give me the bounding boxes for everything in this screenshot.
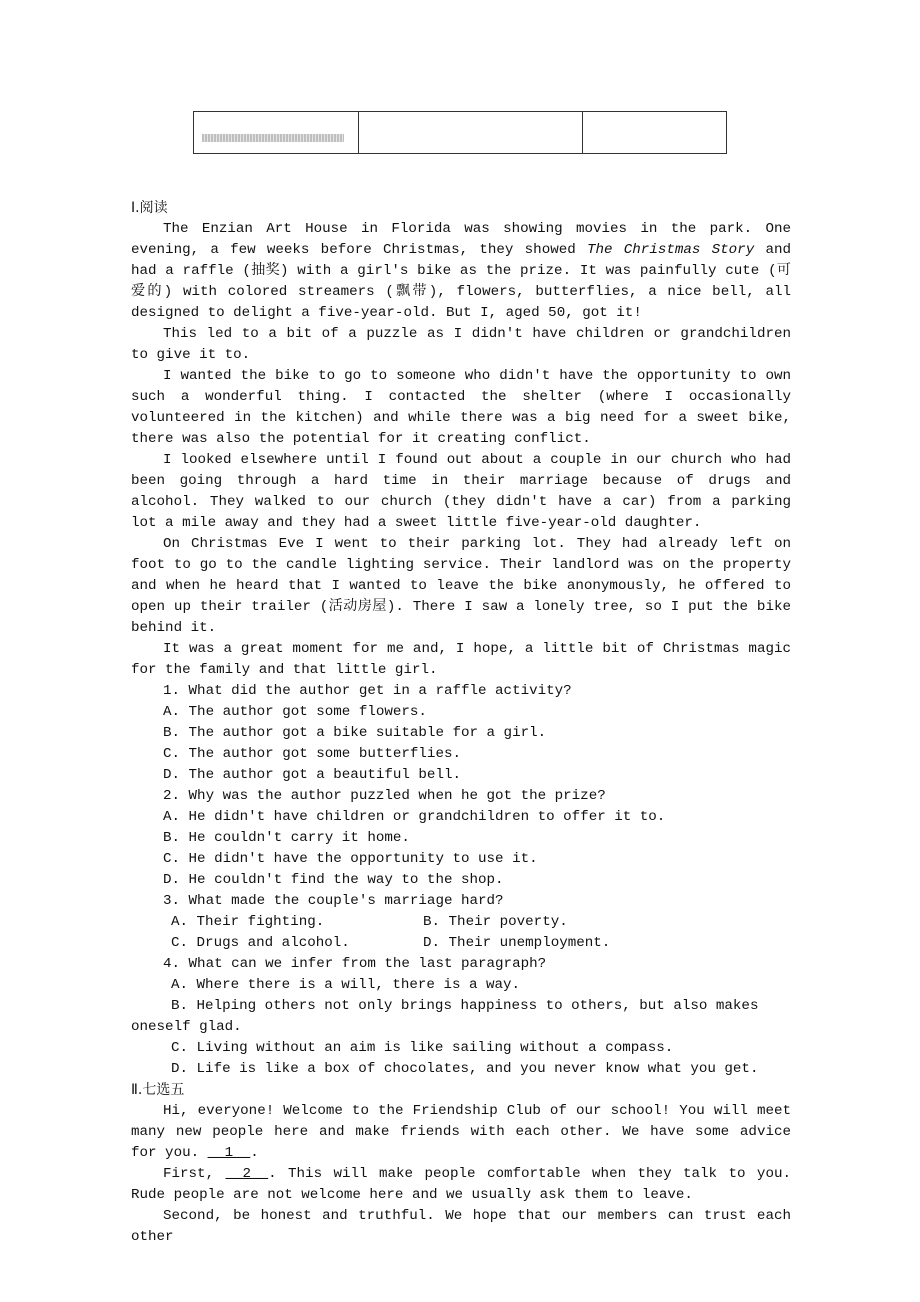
- question-1: 1. What did the author get in a raffle activity?: [163, 683, 572, 699]
- header-logo-cell: [194, 112, 359, 154]
- question-3-option-c: C. Drugs and alcohol.: [171, 935, 350, 951]
- section-title-seven-choose-five: Ⅱ.七选五: [131, 1082, 185, 1098]
- document-body: [131, 198, 791, 1248]
- question-2-option-c: C. He didn't have the opportunity to use it.: [163, 851, 538, 867]
- header-cell-2: [359, 112, 583, 154]
- question-3-options-row-2: [131, 933, 791, 954]
- question-1-option-b: B. The author got a bike suitable for a girl.: [163, 725, 547, 741]
- question-2-option-a: A. He didn't have children or grandchildren to offer it to.: [163, 809, 666, 825]
- reading-paragraph-1: [131, 219, 791, 324]
- reading-paragraph-5: On Christmas Eve I went to their parking lot. They had already left on foot to go to the candle lighting service. Their landlord was on the property and when he heard that I wanted to leave the bike anonymously, he offered to open up their trailer (活动房屋). There I saw a lonely tree, so I put the bike behind it.: [131, 536, 791, 636]
- header-cell-3: [583, 112, 727, 154]
- question-3-option-d: D. Their unemployment.: [423, 935, 611, 951]
- paragraph-text: The Enzian Art House in Florida was showing movies in the park. One evening, a few weeks before Christmas, they showed: [131, 221, 791, 258]
- question-4-option-c: C. Living without an aim is like sailing without a compass.: [171, 1040, 674, 1056]
- question-1-option-c: C. The author got some butterflies.: [163, 746, 461, 762]
- question-4-option-a: A. Where there is a will, there is a way.: [171, 977, 521, 993]
- question-4-option-b: B. Helping others not only brings happiness to others, but also makes oneself glad.: [131, 998, 759, 1035]
- movie-title: The Christmas Story: [587, 242, 755, 258]
- header-table: [193, 111, 727, 154]
- question-3: 3. What made the couple's marriage hard?: [163, 893, 504, 909]
- question-3-options-row-1: [131, 912, 791, 933]
- question-1-option-a: A. The author got some flowers.: [163, 704, 427, 720]
- paragraph-text: .: [250, 1145, 259, 1161]
- section-title-reading: Ⅰ.阅读: [131, 200, 168, 216]
- question-3-option-b: B. Their poverty.: [423, 914, 568, 930]
- question-4-option-d: D. Life is like a box of chocolates, and you never know what you get.: [171, 1061, 759, 1077]
- answer-blank-1[interactable]: __1__: [207, 1145, 251, 1161]
- paragraph-text: First,: [163, 1166, 226, 1182]
- question-3-option-a: A. Their fighting.: [171, 914, 325, 930]
- paragraph-text: and had a raffle (抽奖) with a girl's bike as the prize. It was painfully cute (可爱的) with colored streamers (飘带), flowers, butterflies, a nice bell, all designed to delight a five-year-old. But I, aged 50, got it!: [131, 242, 791, 321]
- paragraph-text: Hi, everyone! Welcome to the Friendship Club of our school! You will meet many new people here and make friends with each other. We have some advice for you.: [131, 1103, 791, 1161]
- question-2-option-d: D. He couldn't find the way to the shop.: [163, 872, 504, 888]
- question-2-option-b: B. He couldn't carry it home.: [163, 830, 410, 846]
- reading-paragraph-6: It was a great moment for me and, I hope, a little bit of Christmas magic for the family and that little girl.: [131, 641, 791, 678]
- question-2: 2. Why was the author puzzled when he got the prize?: [163, 788, 606, 804]
- reading-paragraph-3: I wanted the bike to go to someone who didn't have the opportunity to own such a wonderful thing. I contacted the shelter (where I occasionally volunteered in the kitchen) and while there was a big need for a sweet bike, there was also the potential for it creating conflict.: [131, 368, 791, 447]
- cloze-paragraph-3: Second, be honest and truthful. We hope that our members can trust each other: [131, 1208, 791, 1245]
- cloze-paragraph-2: [131, 1164, 791, 1206]
- cloze-paragraph-1: [131, 1101, 791, 1164]
- paragraph-text: . This will make people comfortable when they talk to you. Rude people are not welcome here and we usually ask them to leave.: [131, 1166, 791, 1203]
- reading-paragraph-4: I looked elsewhere until I found out about a couple in our church who had been going through a hard time in their marriage because of drugs and alcohol. They walked to our church (they didn't have a car) from a parking lot a mile away and they had a sweet little five-year-old daughter.: [131, 452, 791, 531]
- question-4: 4. What can we infer from the last paragraph?: [163, 956, 547, 972]
- answer-blank-2[interactable]: __2__: [225, 1166, 269, 1182]
- question-1-option-d: D. The author got a beautiful bell.: [163, 767, 461, 783]
- publisher-logo: [202, 134, 344, 142]
- reading-paragraph-2: This led to a bit of a puzzle as I didn't have children or grandchildren to give it to.: [131, 326, 791, 363]
